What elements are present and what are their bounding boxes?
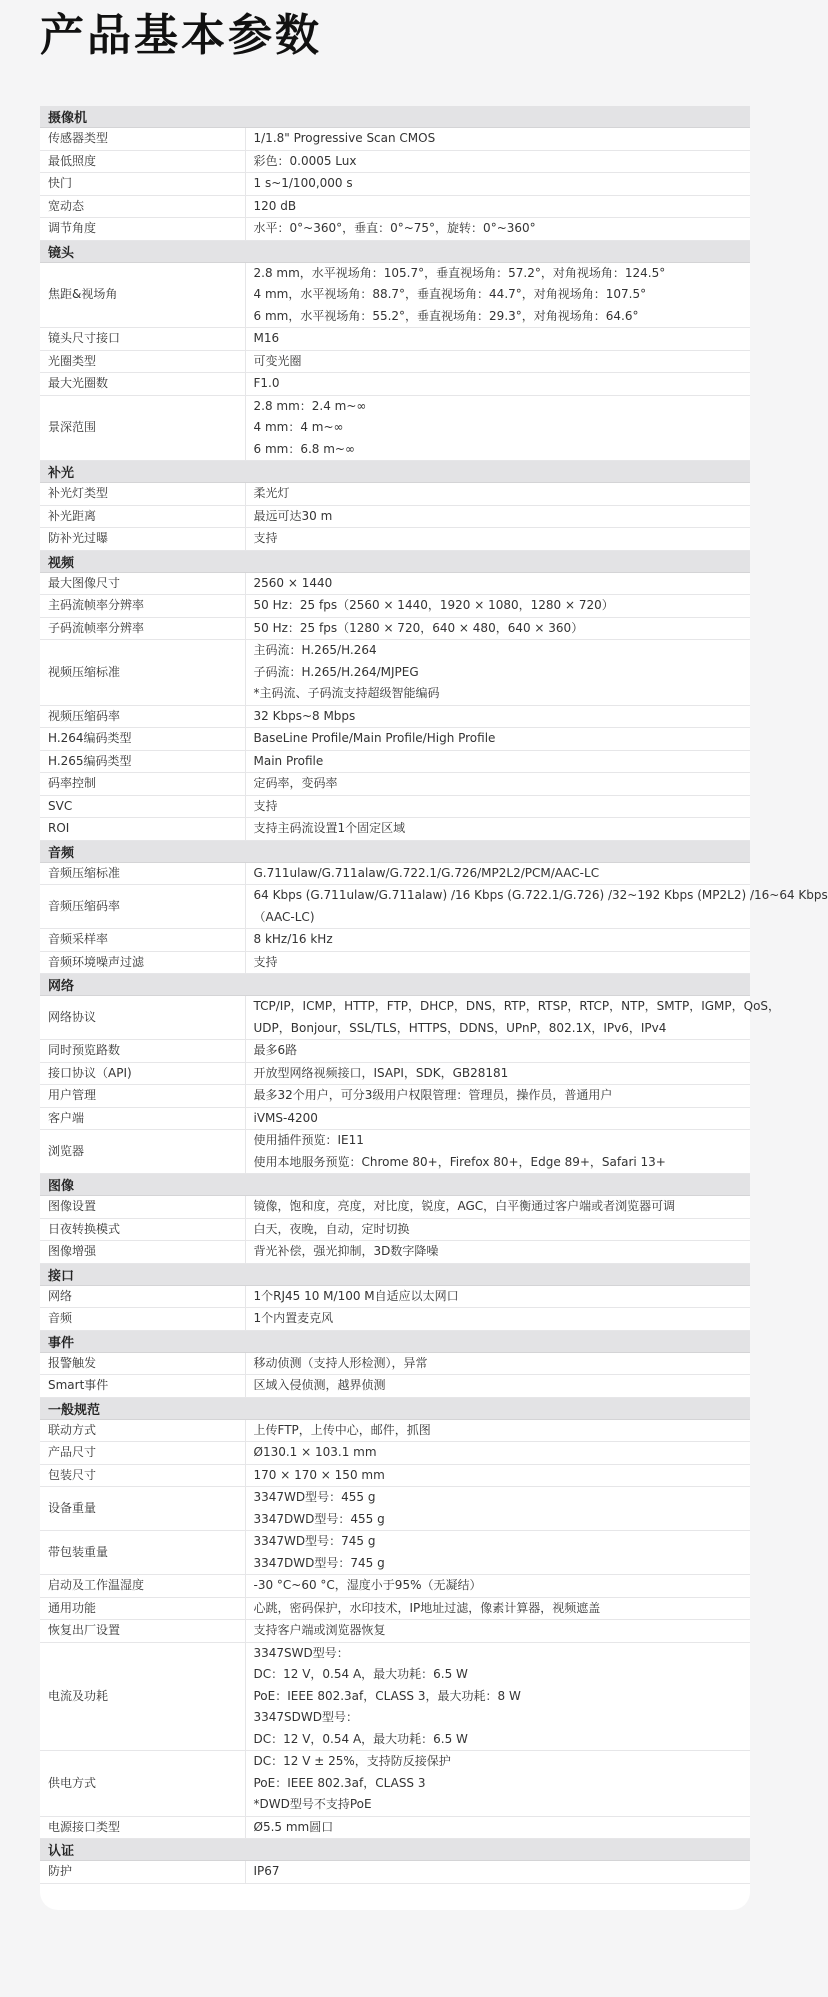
spec-row [40,705,750,728]
spec-row [40,1620,750,1643]
section-title: 一般规范 [40,1397,750,1419]
spec-value-line: 3347SDWD型号： [253,1710,359,1724]
spec-label: 音频采样率 [40,929,245,952]
spec-label: 网络 [40,1285,245,1308]
section-header [40,1174,750,1196]
spec-row [40,818,750,841]
spec-row [40,750,750,773]
spec-label: 联动方式 [40,1419,245,1442]
spec-label: Smart事件 [40,1375,245,1398]
spec-label: 景深范围 [40,395,245,461]
spec-label: 带包装重量 [40,1531,245,1575]
spec-row [40,1487,750,1531]
spec-value-line: 白天，夜晚，自动，定时切换 [253,1221,410,1236]
spec-value-line: 64 Kbps (G.711ulaw/G.711alaw) /16 Kbps (G.722.1/G.726) /32~192 Kbps (MP2L2) /16~64 Kbps [253,888,828,902]
spec-label: 最低照度 [40,150,245,173]
spec-row [40,595,750,618]
spec-row [40,373,750,396]
spec-value-line: 定码率，变码率 [253,776,338,790]
section-title: 补光 [40,461,750,483]
spec-label: 子码流帧率分辨率 [40,617,245,640]
spec-row [40,773,750,796]
spec-value [245,818,750,841]
spec-label: 视频压缩码率 [40,705,245,728]
spec-value [245,1487,750,1531]
spec-row [40,1642,750,1751]
spec-value-line: 柔光灯 [253,486,290,500]
section-title: 接口 [40,1263,750,1285]
spec-value-line: （AAC-LC) [253,909,315,924]
spec-row [40,1442,750,1465]
spec-value-line: 支持 [253,798,278,813]
spec-row [40,1085,750,1108]
spec-label: 供电方式 [40,1751,245,1817]
spec-row [40,173,750,196]
spec-label: 防护 [40,1861,245,1884]
spec-value [245,218,750,241]
spec-value-line: 镜像，饱和度，亮度，对比度，锐度，AGC，白平衡通过客户端或者浏览器可调 [253,1199,676,1213]
spec-label: 客户端 [40,1107,245,1130]
spec-value-line: 移动侦测（支持人形检测），异常 [253,1355,428,1370]
spec-value [245,951,750,974]
spec-value-line: 3347DWD型号：455 g [253,1511,385,1526]
section-title: 事件 [40,1330,750,1352]
spec-label: 主码流帧率分辨率 [40,595,245,618]
spec-label: 码率控制 [40,773,245,796]
spec-value-line: 1/1.8" Progressive Scan CMOS [253,131,436,145]
spec-label: 日夜转换模式 [40,1218,245,1241]
spec-value-line: 水平：0°~360°，垂直：0°~75°，旋转：0°~360° [253,221,536,235]
spec-value [245,1107,750,1130]
spec-row [40,1308,750,1331]
spec-label: 补光灯类型 [40,483,245,506]
spec-row [40,262,750,328]
spec-value-line: 2.8 mm：2.4 m~∞ [253,398,367,413]
spec-value-line: Ø130.1 × 103.1 mm [253,1445,377,1459]
spec-value [245,483,750,506]
section-title: 音频 [40,840,750,862]
spec-value [245,595,750,618]
spec-value [245,128,750,151]
spec-value-line: 120 dB [253,198,297,213]
spec-row [40,1375,750,1398]
spec-value-line: 主码流：H.265/H.264 [253,643,377,657]
spec-label: 图像设置 [40,1196,245,1219]
spec-value-line: -30 °C~60 °C，湿度小于95%（无凝结） [253,1578,482,1592]
spec-row [40,862,750,885]
spec-value [245,350,750,373]
spec-value-line: BaseLine Profile/Main Profile/High Profile [253,731,496,745]
spec-row [40,128,750,151]
spec-value [245,640,750,706]
spec-value-line: 1 s~1/100,000 s [253,176,353,190]
spec-row [40,1464,750,1487]
spec-row [40,1419,750,1442]
spec-value-line: 上传FTP，上传中心，邮件，抓图 [253,1422,431,1437]
spec-label: 最大光圈数 [40,373,245,396]
spec-value [245,1442,750,1465]
spec-value [245,750,750,773]
spec-value-line: UDP，Bonjour，SSL/TLS，HTTPS，DDNS，UPnP，802.1X，IPv6，IPv4 [253,1020,667,1035]
spec-value [245,1130,750,1174]
spec-value-line: 使用本地服务预览：Chrome 80+，Firefox 80+，Edge 89+，Safari 13+ [253,1154,666,1169]
spec-label: 镜头尺寸接口 [40,328,245,351]
spec-label: 网络协议 [40,996,245,1040]
section-header [40,974,750,996]
spec-value-line: Ø5.5 mm圆口 [253,1819,334,1834]
spec-value [245,373,750,396]
spec-value [245,885,828,929]
spec-value-line: 支持客户端或浏览器恢复 [253,1623,386,1637]
spec-value-line: 2.8 mm，水平视场角：105.7°，垂直视场角：57.2°，对角视场角：124.5° [253,265,666,280]
spec-row [40,1597,750,1620]
spec-row [40,617,750,640]
spec-value [245,1597,750,1620]
spec-value-line: TCP/IP，ICMP，HTTP，FTP，DHCP，DNS，RTP，RTSP，RTCP，NTP，SMTP，IGMP，QoS， [253,999,781,1013]
spec-value [245,1308,750,1331]
spec-value [245,996,781,1040]
spec-value-line: 心跳，密码保护，水印技术，IP地址过滤，像素计算器，视频遮盖 [253,1600,601,1615]
section-header [40,461,750,483]
spec-value [245,705,750,728]
spec-label: 快门 [40,173,245,196]
spec-value-line: 6 mm：6.8 m~∞ [253,441,355,456]
section-header [40,1263,750,1285]
spec-label: 接口协议（API) [40,1062,245,1085]
spec-value-line: 支持 [253,531,278,545]
spec-row [40,728,750,751]
section-title: 图像 [40,1174,750,1196]
spec-row [40,951,750,974]
spec-label: 电流及功耗 [40,1642,245,1751]
spec-value-line: 可变光圈 [253,353,302,368]
spec-value-line: 区域入侵侦测，越界侦测 [253,1378,386,1392]
spec-label: 图像增强 [40,1241,245,1264]
spec-value-line: 最多6路 [253,1043,298,1057]
spec-label: 防补光过曝 [40,528,245,551]
spec-value [245,1419,750,1442]
spec-label: 视频压缩标准 [40,640,245,706]
spec-value [245,1241,750,1264]
spec-value-line: 6 mm，水平视场角：55.2°，垂直视场角：29.3°，对角视场角：64.6° [253,308,639,323]
spec-value [245,1352,750,1375]
spec-row [40,1062,750,1085]
spec-value-line: G.711ulaw/G.711alaw/G.722.1/G.726/MP2L2/PCM/AAC-LC [253,865,600,880]
spec-value [245,328,750,351]
spec-label: ROI [40,818,245,841]
spec-value-line: 4 mm：4 m~∞ [253,420,344,434]
spec-value-line: DC：12 V，0.54 A，最大功耗：6.5 W [253,1667,468,1681]
spec-value-line: DC：12 V ± 25%，支持防反接保护 [253,1754,451,1768]
section-header [40,106,750,128]
spec-value [245,395,750,461]
spec-label: 电源接口类型 [40,1816,245,1839]
spec-value-line: 32 Kbps~8 Mbps [253,708,356,723]
spec-value [245,1816,750,1839]
spec-row [40,1861,750,1884]
spec-row [40,1107,750,1130]
spec-value-line: 50 Hz：25 fps（2560 × 1440，1920 × 1080，1280 × 720） [253,598,614,612]
spec-value-line: 开放型网络视频接口，ISAPI，SDK，GB28181 [253,1065,509,1080]
spec-value-line: PoE：IEEE 802.3af，CLASS 3 [253,1775,426,1790]
spec-value-line: 3347WD型号：745 g [253,1534,376,1548]
spec-value-line: DC：12 V，0.54 A，最大功耗：6.5 W [253,1731,468,1746]
spec-label: 设备重量 [40,1487,245,1531]
spec-value [245,1531,750,1575]
spec-value-line: 支持 [253,954,278,969]
spec-value [245,150,750,173]
spec-label: 同时预览路数 [40,1040,245,1063]
spec-row [40,1196,750,1219]
spec-label: 包装尺寸 [40,1464,245,1487]
spec-value [245,528,750,551]
spec-label: 宽动态 [40,195,245,218]
spec-value [245,505,750,528]
spec-row [40,195,750,218]
spec-label: 焦距&视场角 [40,262,245,328]
spec-value-line: IP67 [253,1864,280,1878]
spec-row [40,505,750,528]
spec-row [40,640,750,706]
spec-row [40,996,750,1040]
spec-row [40,528,750,551]
spec-value [245,1642,750,1751]
spec-value [245,1620,750,1643]
spec-value-line: M16 [253,331,280,345]
spec-value [245,1375,750,1398]
spec-row [40,1575,750,1598]
spec-row [40,885,750,929]
section-title: 网络 [40,974,750,996]
spec-row [40,572,750,595]
spec-row [40,795,750,818]
spec-value-line: 8 kHz/16 kHz [253,932,333,946]
spec-value-line: 50 Hz：25 fps（1280 × 720，640 × 480，640 × 360） [253,620,584,635]
spec-label: 光圈类型 [40,350,245,373]
spec-value-line: F1.0 [253,376,280,390]
spec-label: 通用功能 [40,1597,245,1620]
spec-value [245,929,750,952]
spec-value [245,862,750,885]
spec-value-line: *DWD型号不支持PoE [253,1797,372,1811]
spec-row [40,483,750,506]
section-header [40,1839,750,1861]
spec-value-line: 3347WD型号：455 g [253,1490,376,1504]
spec-value [245,1751,750,1817]
spec-table [40,106,828,1884]
spec-label: H.264编码类型 [40,728,245,751]
spec-value [245,1861,750,1884]
spec-row [40,218,750,241]
spec-value [245,173,750,196]
spec-row [40,929,750,952]
spec-value [245,1218,750,1241]
section-title: 视频 [40,550,750,572]
spec-value [245,262,750,328]
section-title: 镜头 [40,240,750,262]
spec-row [40,1285,750,1308]
spec-value-line: 2560 × 1440 [253,575,333,590]
spec-label: 浏览器 [40,1130,245,1174]
spec-value-line: 最远可达30 m [253,508,333,523]
spec-label: H.265编码类型 [40,750,245,773]
spec-value [245,617,750,640]
spec-label: 最大图像尺寸 [40,572,245,595]
spec-label: 音频环境噪声过滤 [40,951,245,974]
spec-value-line: iVMS-4200 [253,1110,318,1125]
spec-label: 音频压缩码率 [40,885,245,929]
spec-value [245,1575,750,1598]
spec-value [245,572,750,595]
spec-table-body [40,106,828,1883]
spec-label: 恢复出厂设置 [40,1620,245,1643]
spec-value-line: 使用插件预览：IE11 [253,1133,364,1147]
spec-label: SVC [40,795,245,818]
spec-row [40,395,750,461]
spec-row [40,1352,750,1375]
spec-row [40,150,750,173]
section-header [40,1397,750,1419]
spec-label: 传感器类型 [40,128,245,151]
spec-value-line: 子码流：H.265/H.264/MJPEG [253,664,419,679]
spec-value [245,1196,750,1219]
section-title: 认证 [40,1839,750,1861]
spec-value [245,773,750,796]
spec-row [40,1531,750,1575]
spec-row [40,1241,750,1264]
spec-label: 启动及工作温湿度 [40,1575,245,1598]
spec-value-line: 彩色：0.0005 Lux [253,153,357,168]
spec-value-line: 背光补偿，强光抑制，3D数字降噪 [253,1244,439,1258]
spec-label: 产品尺寸 [40,1442,245,1465]
spec-value-line: 最多32个用户，可分3级用户权限管理：管理员，操作员，普通用户 [253,1088,613,1102]
spec-row [40,1751,750,1817]
spec-label: 补光距离 [40,505,245,528]
spec-label: 用户管理 [40,1085,245,1108]
section-header [40,1330,750,1352]
page-title: 产品基本参数 [40,10,322,61]
spec-value-line: 支持主码流设置1个固定区域 [253,821,406,835]
spec-row [40,1816,750,1839]
section-header [40,240,750,262]
spec-value-line: 4 mm，水平视场角：88.7°，垂直视场角：44.7°，对角视场角：107.5° [253,287,647,301]
spec-value-line: 1个RJ45 10 M/100 M自适应以太网口 [253,1288,459,1303]
spec-card [40,106,828,1910]
spec-value [245,728,750,751]
spec-value [245,1464,750,1487]
section-header [40,550,750,572]
spec-value-line: Main Profile [253,753,324,768]
spec-row [40,328,750,351]
spec-value [245,1285,750,1308]
spec-label: 调节角度 [40,218,245,241]
spec-label: 报警触发 [40,1352,245,1375]
spec-value-line: 170 × 170 × 150 mm [253,1467,385,1482]
spec-value-line: 1个内置麦克风 [253,1311,334,1325]
spec-value [245,195,750,218]
section-header [40,840,750,862]
spec-row [40,1218,750,1241]
section-title: 摄像机 [40,106,750,128]
spec-value [245,795,750,818]
spec-value [245,1085,750,1108]
spec-value-line: 3347SWD型号： [253,1645,349,1660]
spec-value [245,1040,750,1063]
spec-row [40,1130,750,1174]
spec-value-line: PoE：IEEE 802.3af，CLASS 3，最大功耗：8 W [253,1688,521,1703]
spec-label: 音频压缩标准 [40,862,245,885]
spec-value-line: *主码流、子码流支持超级智能编码 [253,686,440,700]
spec-row [40,1040,750,1063]
spec-label: 音频 [40,1308,245,1331]
spec-value [245,1062,750,1085]
spec-value-line: 3347DWD型号：745 g [253,1555,385,1570]
spec-row [40,350,750,373]
